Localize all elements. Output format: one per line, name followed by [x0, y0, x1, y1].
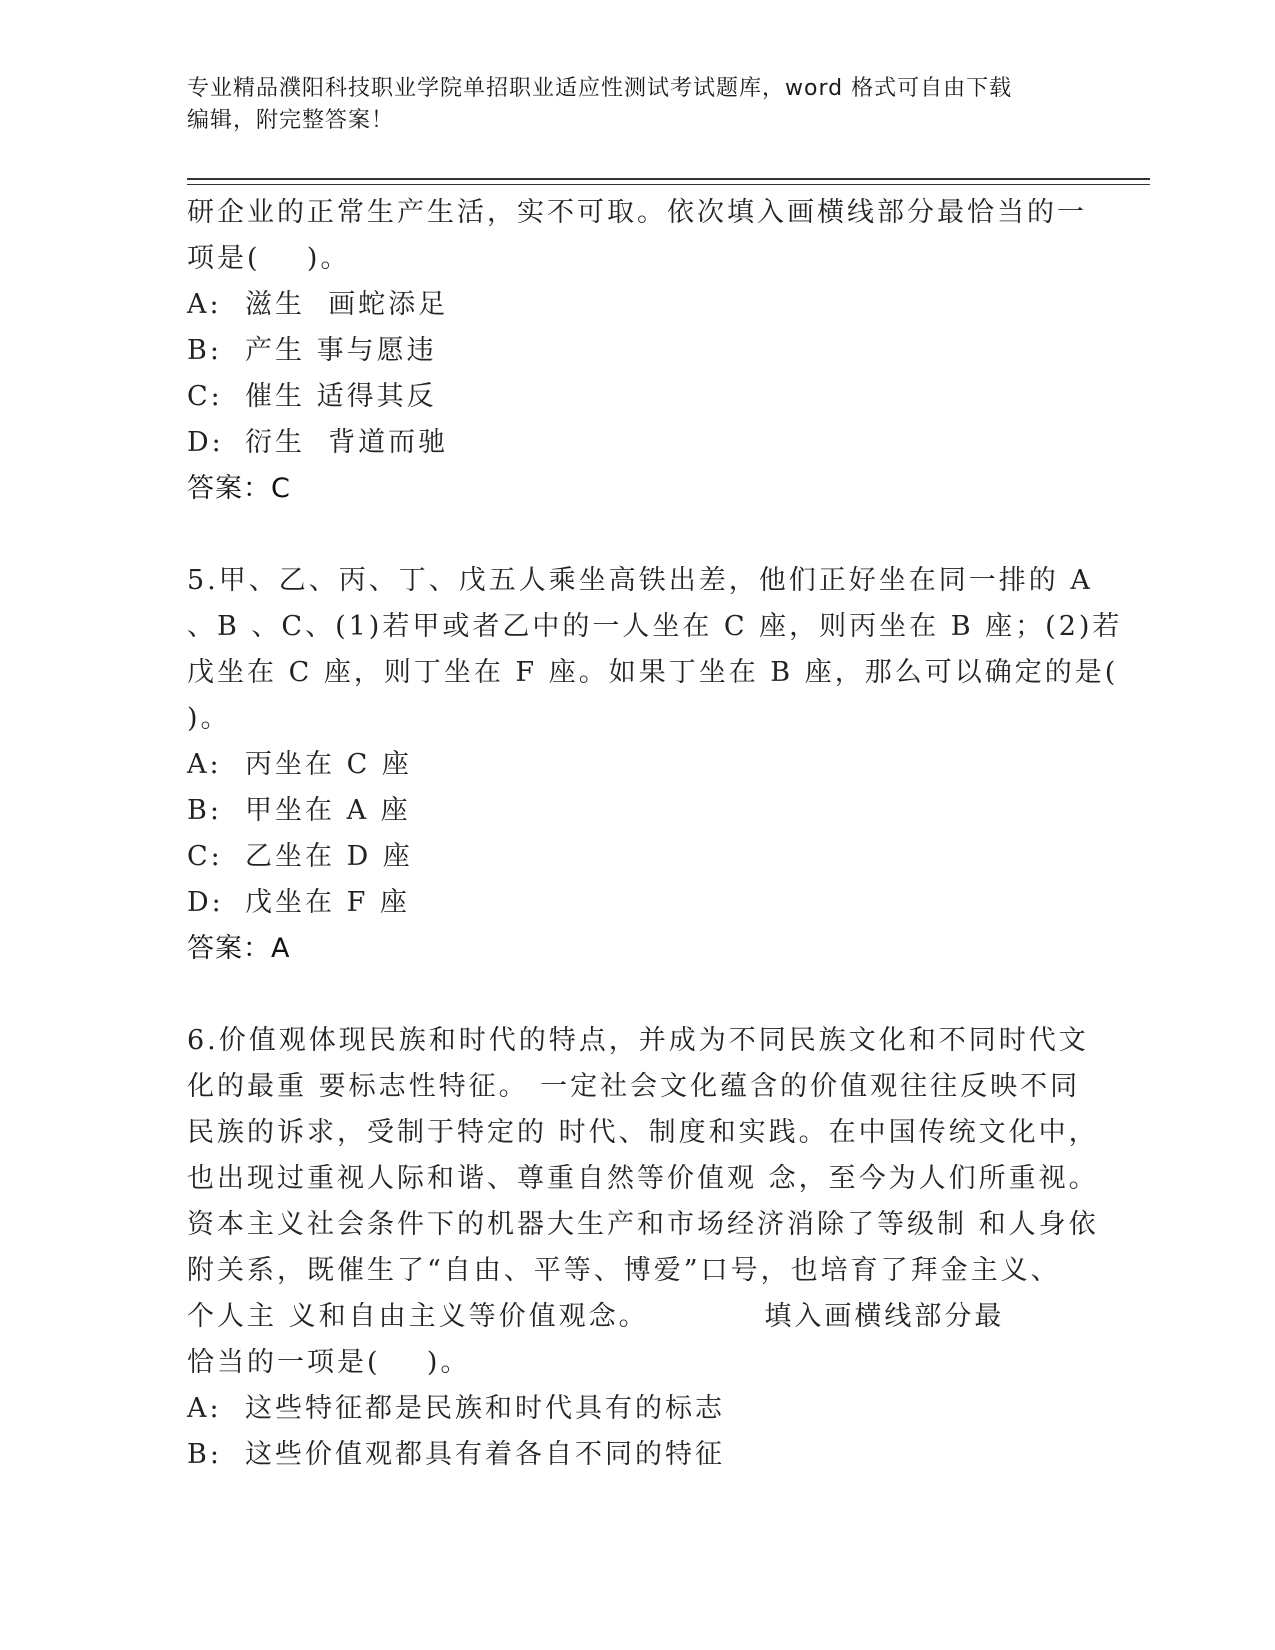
question-6: [187, 1018, 1099, 1478]
question-stem-line: 6.价值观体现民族和时代的特点，并成为不同民族文化和不同时代文: [187, 1025, 1089, 1056]
header-line-2: 编辑，附完整答案！: [187, 108, 395, 133]
option-text: 催生 适得其反: [245, 381, 437, 412]
option-key: B:: [187, 1439, 222, 1470]
question-stem-line: 也出现过重视人际和谐、尊重自然等价值观 念，至今为人们所重视。: [187, 1163, 1099, 1194]
option-text: 乙坐在 D 座: [245, 841, 413, 872]
question-stem-line: 项是( )。: [187, 243, 351, 274]
question-stem-line: 附关系，既催生了“自由、平等、博爱”口号，也培育了拜金主义、: [187, 1255, 1061, 1286]
question-stem-line: 研企业的正常生产生活，实不可取。依次填入画横线部分最恰当的一: [187, 197, 1087, 228]
option-key: B:: [187, 795, 222, 826]
page-header: [187, 73, 1067, 137]
option-d: [187, 880, 1067, 926]
spacer: [187, 972, 1067, 1018]
question-stem-line: 恰当的一项是( )。: [187, 1347, 471, 1378]
option-c: [187, 374, 1067, 420]
question-stem-line: 化的最重 要标志性特征。 一定社会文化蕴含的价值观往往反映不同: [187, 1071, 1081, 1102]
question-stem-line: 个人主 义和自由主义等价值观念。 填入画横线部分最: [187, 1301, 1005, 1332]
option-text: 戊坐在 F 座: [245, 887, 410, 918]
header-line-1: 专业精品濮阳科技职业学院单招职业适应性测试考试题库，word 格式可自由下载: [187, 76, 1013, 101]
option-text: 衍生 背道而驰: [245, 427, 449, 458]
option-key: C:: [187, 841, 223, 872]
option-b: [187, 788, 1067, 834]
question-stem-line: )。: [187, 703, 231, 734]
option-text: 滋生 画蛇添足: [245, 289, 449, 320]
option-key: D:: [187, 887, 224, 918]
option-d: [187, 420, 1067, 466]
question-stem-line: 民族的诉求，受制于特定的 时代、制度和实践。在中国传统文化中，: [187, 1117, 1099, 1148]
option-b: [187, 328, 1067, 374]
option-key: A:: [187, 289, 222, 320]
option-key: B:: [187, 335, 222, 366]
spacer: [187, 512, 1067, 558]
option-key: A:: [187, 749, 222, 780]
option-a: [187, 1386, 1067, 1432]
option-a: [187, 282, 1067, 328]
answer-label: 答案：C: [187, 473, 291, 504]
option-a: [187, 742, 1067, 788]
header-rule-thin: [187, 184, 1150, 185]
option-text: 甲坐在 A 座: [245, 795, 411, 826]
question-content: [187, 190, 1123, 1478]
option-text: 这些特征都是民族和时代具有的标志: [245, 1393, 725, 1424]
question-stem-line: 戊坐在 C 座，则丁坐在 F 座。如果丁坐在 B 座，那么可以确定的是(: [187, 657, 1119, 688]
option-c: [187, 834, 1067, 880]
answer-label: 答案：A: [187, 933, 291, 964]
option-text: 产生 事与愿违: [245, 335, 437, 366]
header-rule-thick: [187, 178, 1150, 180]
option-text: 丙坐在 C 座: [245, 749, 412, 780]
option-key: A:: [187, 1393, 222, 1424]
question-stem-line: 资本主义社会条件下的机器大生产和市场经济消除了等级制 和人身依: [187, 1209, 1099, 1240]
question-4: [187, 190, 1087, 512]
question-stem-line: 5.甲、乙、丙、丁、戊五人乘坐高铁出差，他们正好坐在同一排的 A: [187, 565, 1093, 596]
option-key: C:: [187, 381, 223, 412]
question-stem-line: 、B 、C、(1)若甲或者乙中的一人坐在 C 座，则丙坐在 B 座；(2)若: [187, 611, 1123, 642]
option-text: 这些价值观都具有着各自不同的特征: [245, 1439, 725, 1470]
option-b: [187, 1432, 1067, 1478]
question-5: [187, 558, 1123, 972]
option-key: D:: [187, 427, 224, 458]
